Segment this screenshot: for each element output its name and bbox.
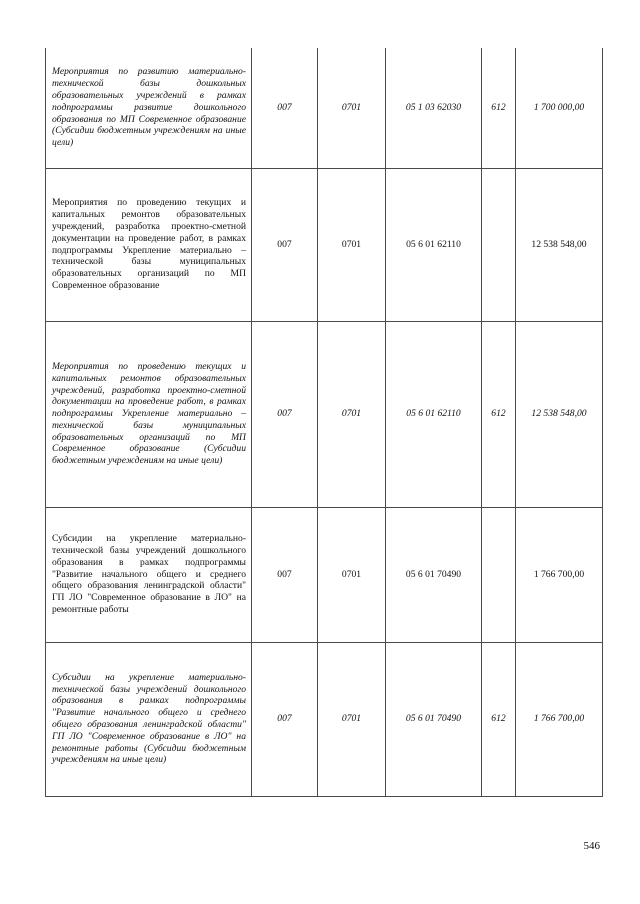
expense-type-code (482, 507, 516, 642)
section-code: 0701 (318, 48, 386, 168)
ministry-code: 007 (252, 168, 318, 321)
ministry-code: 007 (252, 642, 318, 796)
row-name: Мероприятия по проведению текущих и капитальных ремонтов образовательных учреждений, разработка проектно-сметной документации на проведение работ, в рамках подпрограммы Укрепление материально – технической базы муниципальных образовательных организаций по МП Современное образование (46, 168, 252, 321)
section-code: 0701 (318, 507, 386, 642)
table-row (46, 507, 603, 642)
section-code: 0701 (318, 321, 386, 507)
ministry-code: 007 (252, 507, 318, 642)
table-row (46, 168, 603, 321)
amount-value: 12 538 548,00 (516, 168, 603, 321)
ministry-code: 007 (252, 48, 318, 168)
target-code: 05 6 01 70490 (386, 642, 482, 796)
row-name: Мероприятия по проведению текущих и капитальных ремонтов образовательных учреждений, разработка проектно-сметной документации на проведение работ, в рамках подпрограммы Укрепление материально – технической базы муниципальных образовательных организаций по МП Современное образование (Субсидии бюджетным учреждениям на иные цели) (46, 321, 252, 507)
target-code: 05 6 01 62110 (386, 168, 482, 321)
section-code: 0701 (318, 168, 386, 321)
expense-type-code: 612 (482, 642, 516, 796)
section-code: 0701 (318, 642, 386, 796)
table-row (46, 321, 603, 507)
expense-type-code (482, 168, 516, 321)
target-code: 05 6 01 70490 (386, 507, 482, 642)
table-row (46, 642, 603, 796)
row-name: Субсидии на укрепление материально-технической базы учреждений дошкольного образования в рамках подпрограммы "Развитие начального общего и среднего общего образования ленинградской области" ГП ЛО "Современное образование в ЛО" на ремонтные работы (46, 507, 252, 642)
amount-value: 12 538 548,00 (516, 321, 603, 507)
target-code: 05 6 01 62110 (386, 321, 482, 507)
table-row (46, 48, 603, 168)
amount-value: 1 766 700,00 (516, 642, 603, 796)
row-name: Субсидии на укрепление материально-технической базы учреждений дошкольного образования в рамках подпрограммы "Развитие начального общего и среднего общего образования ленинградской области" ГП ЛО "Современное образование в ЛО" на ремонтные работы (Субсидии бюджетным учреждениям на иные цели) (46, 642, 252, 796)
amount-value: 1 700 000,00 (516, 48, 603, 168)
ministry-code: 007 (252, 321, 318, 507)
expense-type-code: 612 (482, 48, 516, 168)
expense-type-code: 612 (482, 321, 516, 507)
page-number: 546 (583, 840, 600, 852)
amount-value: 1 766 700,00 (516, 507, 603, 642)
budget-table (45, 48, 603, 797)
target-code: 05 1 03 62030 (386, 48, 482, 168)
row-name: Мероприятия по развитию материально-технической базы дошкольных образовательных учреждений в рамках подпрограммы развитие дошкольного образования по МП Современное образование (Субсидии бюджетным учреждениям на иные цели) (46, 48, 252, 168)
